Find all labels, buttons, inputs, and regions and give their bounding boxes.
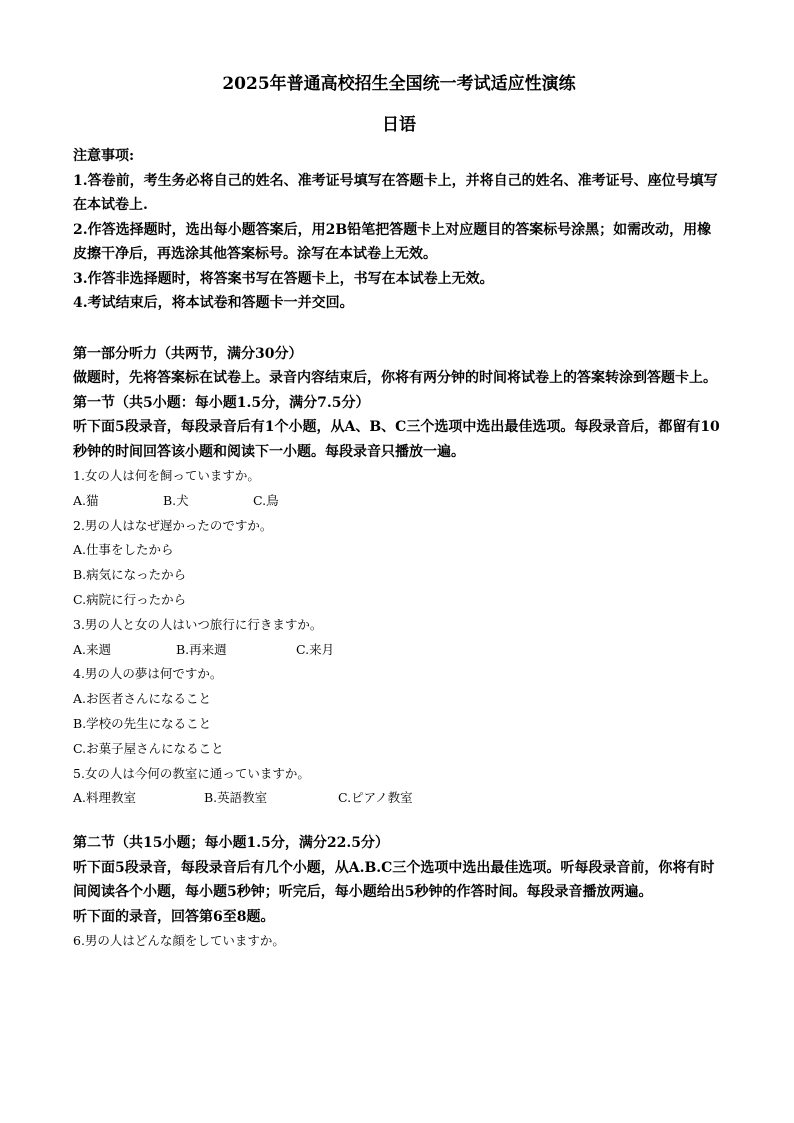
note-item: 2.作答选择题时，选出每小题答案后，用2B铅笔把答题卡上对应题目的答案标号涂黑；如需改动，用橡皮擦干净后，再选涂其他答案标号。涂写在本试卷上无效。 [73, 221, 712, 262]
option-c: C.病院に行ったから [73, 591, 187, 607]
section2-instruction: 听下面5段录音，每段录音后有几个小题，从A.B.C三个选项中选出最佳选项。听每段录音前，你将有时间阅读各个小题，每小题5秒钟；听完后，每小题给出5秒钟的作答时间。每段录音播放两遍。 [73, 859, 715, 901]
exam-page [73, 70, 725, 954]
option-c: C.お菓子屋さんになること [73, 740, 224, 756]
option-b: B.病気になったから [73, 567, 187, 583]
option-a: A.お医者さんになること [73, 691, 212, 707]
option-a: A.仕事をしたから [73, 542, 174, 558]
exam-title: 2025年普通高校招生全国统一考试适应性演练 [222, 74, 576, 94]
notes-heading: 注意事项: [73, 148, 135, 164]
question-5-options [73, 786, 725, 811]
note-item: 3.作答非选择题时，将答案书写在答题卡上，书写在本试卷上无效。 [73, 270, 494, 287]
option-b: B.学校の先生になること [73, 715, 212, 731]
option-c: C.鳥 [253, 492, 279, 508]
part1-instruction: 做题时，先将答案标在试卷上。录音内容结束后，你将有两分钟的时间将试卷上的答案转涂到答题卡上。 [73, 370, 717, 386]
option-b: B.再来週 [176, 641, 227, 657]
question-6: 6.男の人はどんな顔をしていますか。 [73, 933, 285, 949]
option-c: C.来月 [296, 641, 335, 657]
section2-sub-instruction: 听下面的录音，回答第6至8题。 [73, 908, 275, 925]
option-b: B.犬 [163, 492, 189, 508]
option-a: A.猫 [73, 492, 99, 508]
option-c: C.ピアノ教室 [338, 790, 413, 806]
question-4: 4.男の人の夢は何ですか。 [73, 666, 223, 682]
question-1-options [73, 489, 725, 514]
note-item: 4.考试结束后，将本试卷和答题卡一并交回。 [73, 295, 354, 311]
option-a: A.来週 [73, 641, 112, 657]
option-a: A.料理教室 [73, 790, 137, 806]
section1-heading: 第一节（共5小题：每小题1.5分，满分7.5分） [73, 394, 370, 411]
question-2: 2.男の人はなぜ遅かったのですか。 [73, 517, 273, 533]
question-5: 5.女の人は今何の教室に通っていますか。 [73, 765, 310, 781]
question-3-options [73, 638, 725, 663]
section2-heading: 第二节（共15小题；每小题1.5分，满分22.5分） [73, 835, 389, 852]
notes-section [73, 144, 725, 316]
part1-heading: 第一部分听力（共两节，满分30分） [73, 345, 303, 362]
note-item: 1.答卷前，考生务必将自己的姓名、准考证号填写在答题卡上，并将自己的姓名、准考证号、座位号填写在本试卷上. [73, 172, 718, 213]
option-b: B.英語教室 [204, 790, 268, 806]
section1-instruction: 听下面5段录音，每段录音后有1个小题，从A、B、C三个选项中选出最佳选项。每段录音后，都留有10秒钟的时间回答该小题和阅读下一小题。每段录音只播放一遍。 [73, 419, 720, 460]
question-1: 1.女の人は何を飼っていますか。 [73, 468, 260, 483]
exam-subject: 日语 [382, 115, 416, 135]
question-3: 3.男の人と女の人はいつ旅行に行きますか。 [73, 616, 323, 632]
